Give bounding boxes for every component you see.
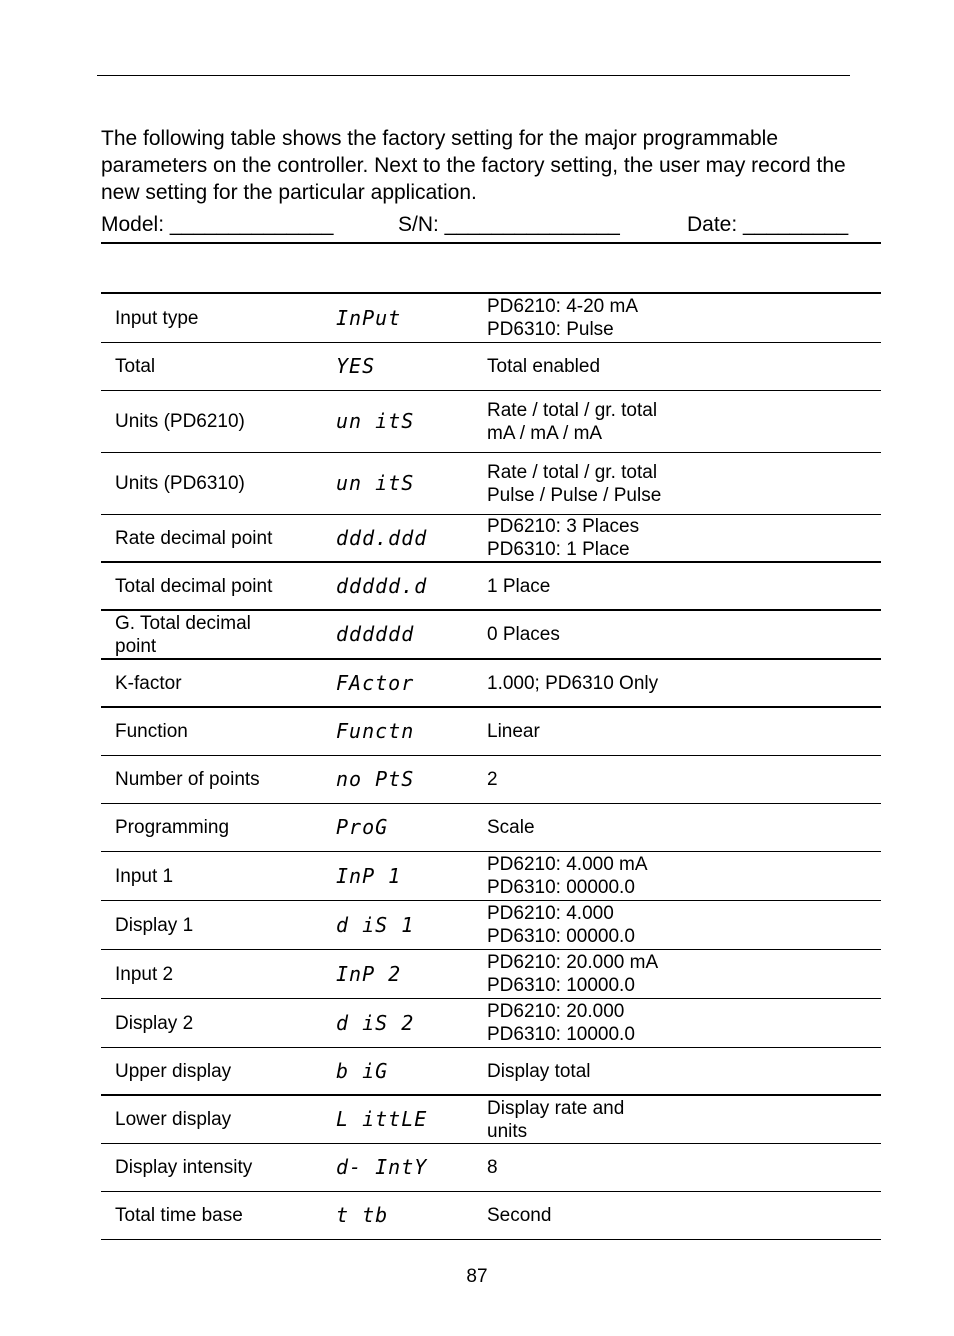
display-code-cell: ddd.ddd <box>336 525 428 550</box>
parameter-cell: Units (PD6210) <box>115 411 245 432</box>
serial-number-field: S/N: _______________ <box>398 213 620 236</box>
table-row <box>101 391 881 453</box>
table-row <box>101 515 881 563</box>
page-number: 87 <box>466 1266 488 1287</box>
factory-setting-cell: Rate / total / gr. total mA / mA / mA <box>487 399 658 444</box>
parameter-cell: G. Total decimal point <box>115 612 251 657</box>
parameter-cell: Upper display <box>115 1060 232 1082</box>
display-code-cell: YES <box>336 354 376 378</box>
parameter-cell: Display 2 <box>115 1012 194 1034</box>
factory-setting-cell: PD6210: 4.000 PD6310: 00000.0 <box>487 903 635 947</box>
factory-setting-cell: PD6210: 20.000 PD6310: 10000.0 <box>487 1001 635 1045</box>
parameter-cell: Display 1 <box>115 914 194 936</box>
table-row <box>101 453 881 515</box>
factory-setting-cell: Scale <box>487 817 535 838</box>
parameter-cell: Input 2 <box>115 963 174 985</box>
model-field: Model: ______________ <box>101 213 334 236</box>
display-code-cell: un itS <box>336 471 415 495</box>
table-row <box>101 901 881 950</box>
parameter-cell: Input type <box>115 307 199 329</box>
record-fields-line <box>101 211 881 244</box>
factory-setting-cell: 8 <box>487 1157 498 1178</box>
parameter-cell: Lower display <box>115 1109 232 1130</box>
factory-setting-cell: PD6210: 20.000 mA PD6310: 10000.0 <box>487 952 659 996</box>
parameter-cell: Number of points <box>115 769 260 790</box>
parameter-cell: Total time base <box>115 1205 243 1226</box>
display-code-cell: L ittLE <box>336 1107 428 1131</box>
date-field: Date: _________ <box>687 213 849 236</box>
display-code-cell: InP 1 <box>336 863 402 888</box>
table-row <box>101 1096 881 1144</box>
parameter-cell: Function <box>115 721 188 742</box>
table-row <box>101 611 881 660</box>
factory-setting-cell: Second <box>487 1205 552 1226</box>
display-code-cell: InP 2 <box>336 961 402 986</box>
factory-setting-cell: PD6210: 4.000 mA PD6310: 00000.0 <box>487 854 648 898</box>
factory-setting-cell: 2 <box>487 769 498 790</box>
table-row <box>101 756 881 804</box>
table-row <box>101 999 881 1048</box>
display-code-cell: d iS 2 <box>336 1010 415 1035</box>
table-row <box>101 708 881 756</box>
factory-settings-table <box>101 292 881 1240</box>
table-row <box>101 563 881 611</box>
display-code-cell: FActor <box>336 670 415 695</box>
table-row <box>101 950 881 999</box>
display-code-cell: d- IntY <box>336 1155 428 1179</box>
display-code-cell: Functn <box>336 719 415 743</box>
display-code-cell: un itS <box>336 409 415 433</box>
table-row <box>101 1048 881 1096</box>
display-code-cell: ddddd.d <box>336 573 428 598</box>
display-code-cell: b iG <box>336 1058 389 1083</box>
table-row <box>101 804 881 852</box>
factory-setting-cell: Linear <box>487 721 540 742</box>
display-code-cell: t tb <box>336 1203 389 1227</box>
display-code-cell: dddddd <box>336 622 415 646</box>
factory-setting-cell: Rate / total / gr. total Pulse / Pulse / Pulse <box>487 461 662 506</box>
table-row <box>101 852 881 901</box>
factory-setting-cell: PD6210: 4-20 mA PD6310: Pulse <box>487 296 639 340</box>
table-row <box>101 1192 881 1240</box>
display-code-cell: ProG <box>336 815 389 839</box>
parameter-cell: Rate decimal point <box>115 527 273 549</box>
parameter-cell: Units (PD6310) <box>115 473 245 494</box>
display-code-cell: InPut <box>336 305 402 330</box>
display-code-cell: no PtS <box>336 767 415 791</box>
parameter-cell: K-factor <box>115 672 182 694</box>
parameter-cell: Programming <box>115 817 230 838</box>
factory-setting-cell: Display total <box>487 1060 591 1082</box>
factory-setting-cell: 1 Place <box>487 575 551 597</box>
intro-paragraph: The following table shows the factory setting for the major programmable parameters on the controller. Next to the factory setting, the user may record the new setting for the particular application. <box>101 127 846 204</box>
factory-setting-cell: PD6210: 3 Places PD6310: 1 Place <box>487 516 640 560</box>
factory-setting-cell: Total enabled <box>487 356 601 377</box>
table-row <box>101 343 881 391</box>
display-code-cell: d iS 1 <box>336 912 415 937</box>
parameter-cell: Display intensity <box>115 1157 253 1178</box>
parameter-cell: Input 1 <box>115 865 174 887</box>
header-rule <box>97 75 850 76</box>
factory-setting-cell: Display rate and units <box>487 1097 625 1142</box>
parameter-cell: Total decimal point <box>115 575 273 597</box>
table-row <box>101 1144 881 1192</box>
factory-setting-cell: 0 Places <box>487 624 560 645</box>
parameter-cell: Total <box>115 356 156 377</box>
table-row <box>101 660 881 708</box>
table-row <box>101 294 881 343</box>
factory-setting-cell: 1.000; PD6310 Only <box>487 672 659 694</box>
